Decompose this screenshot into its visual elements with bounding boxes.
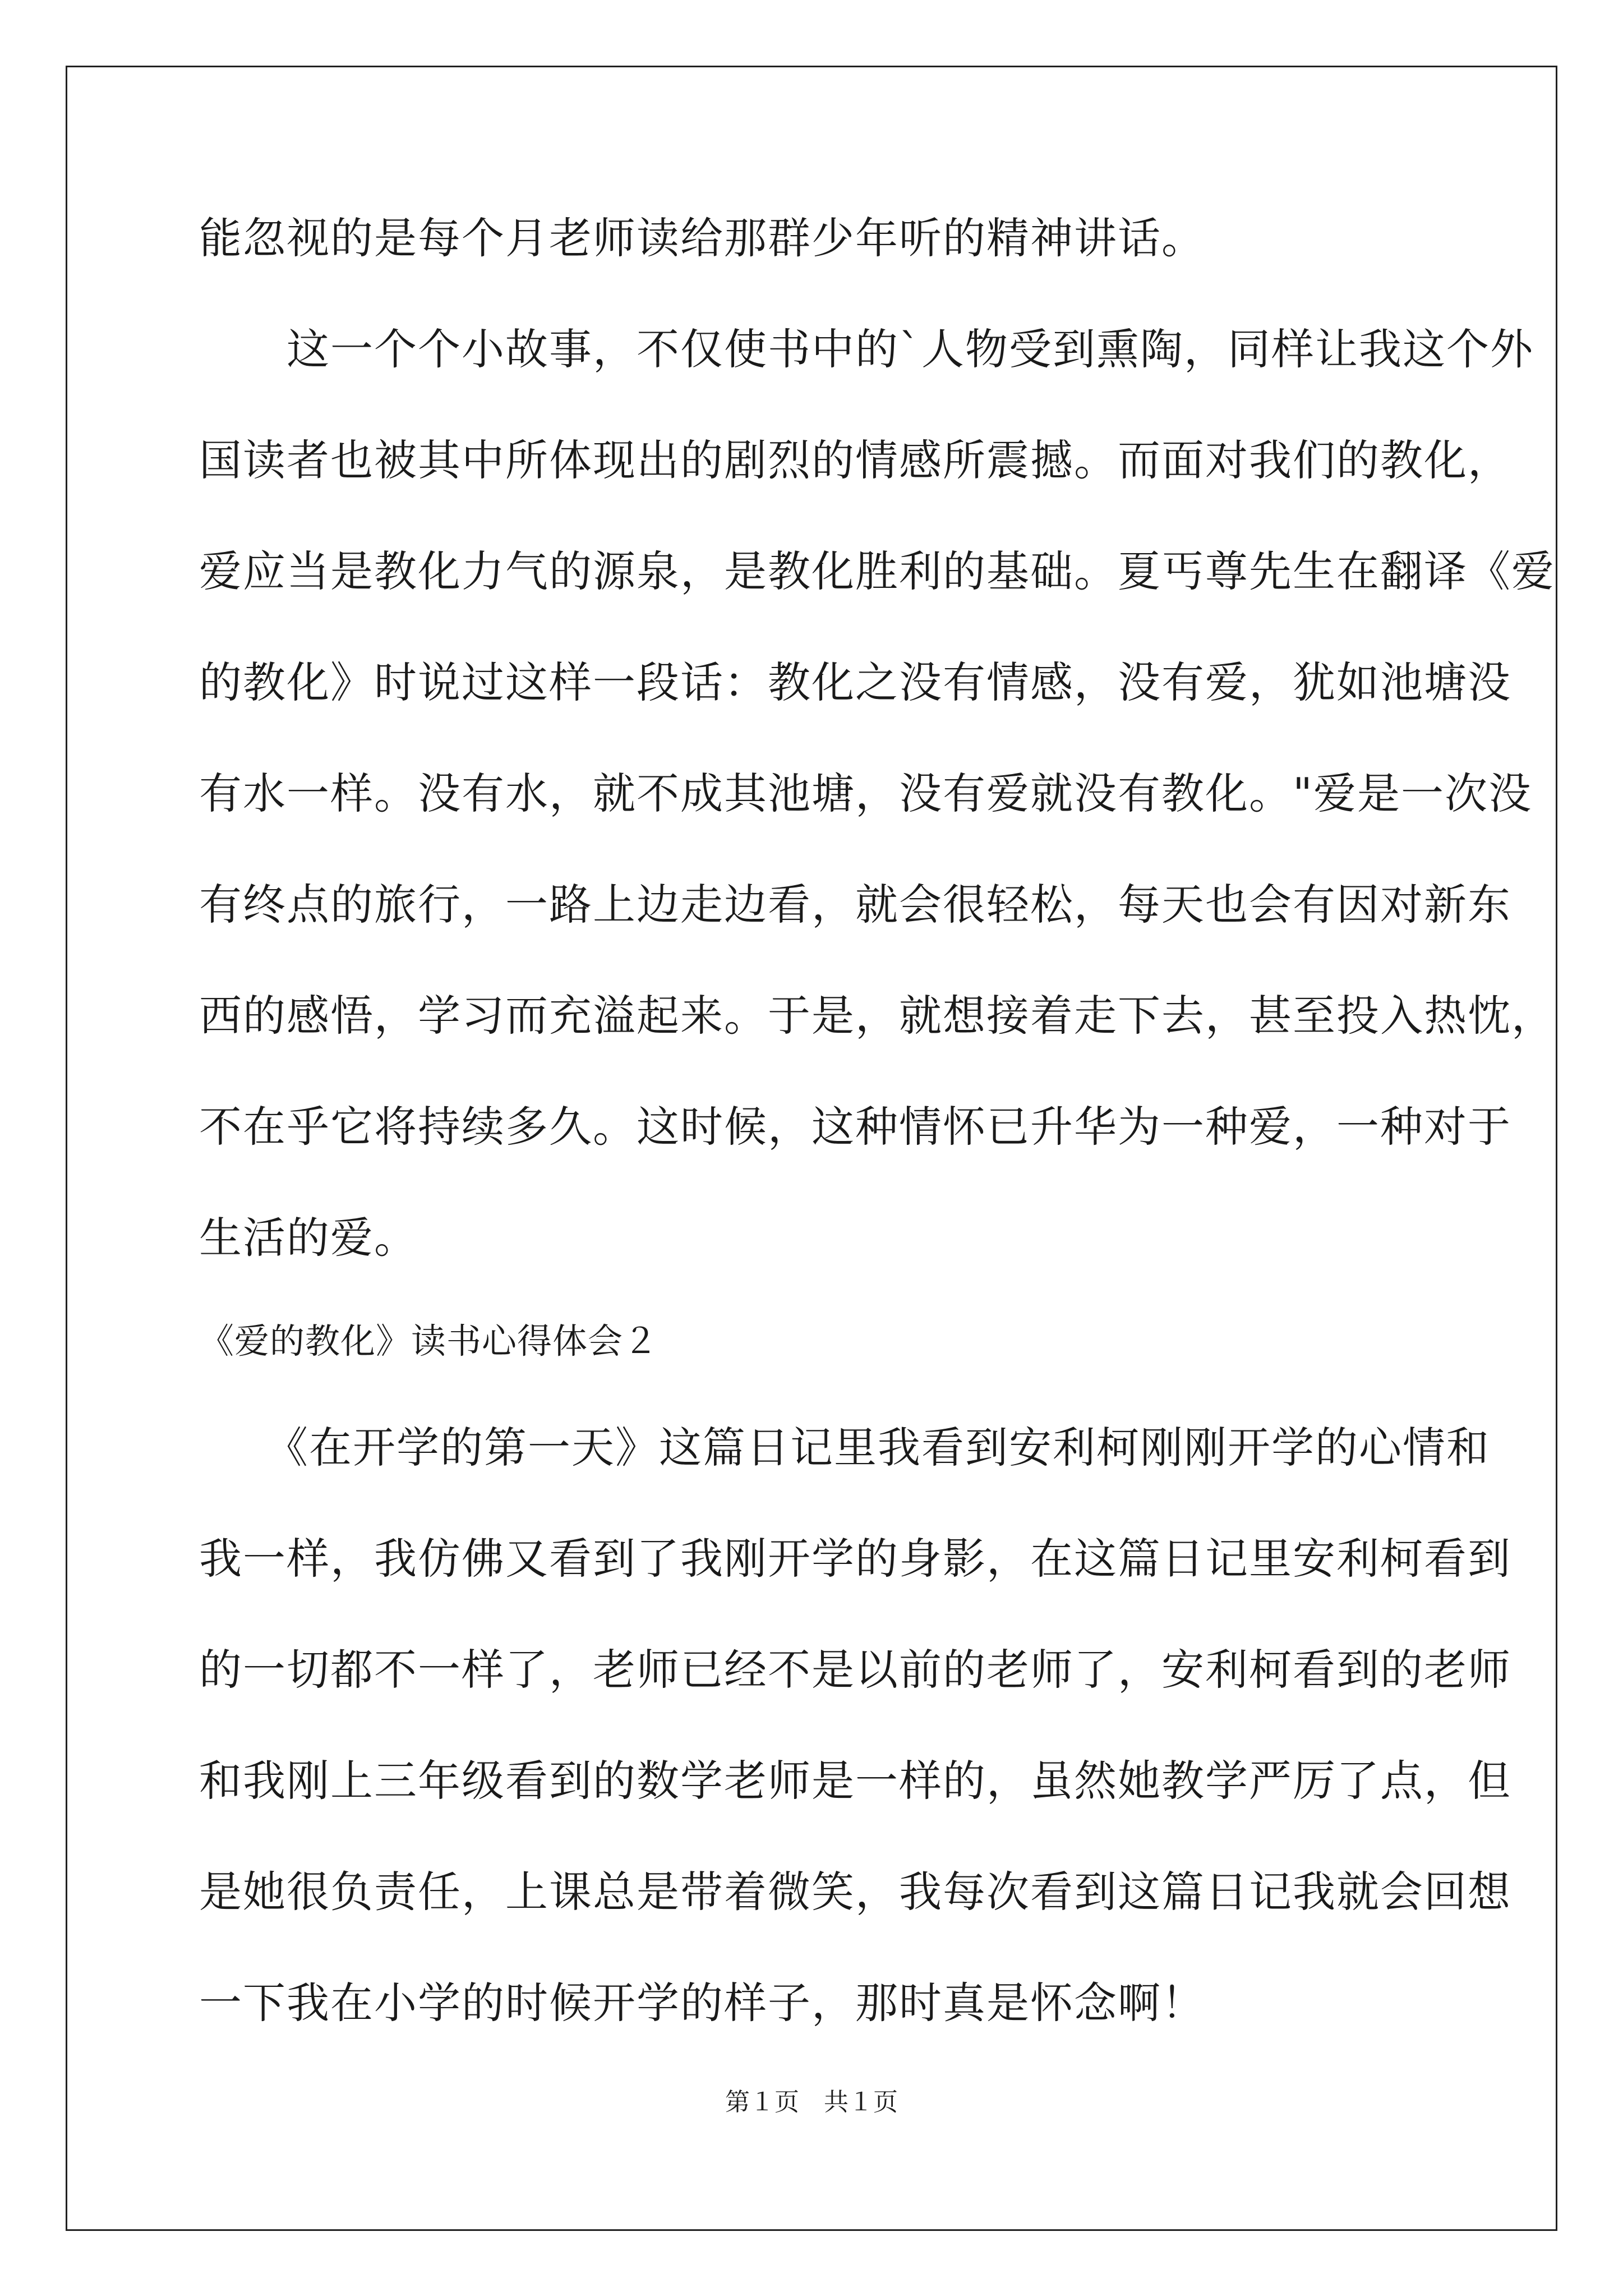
paragraph-line: 我一样，我仿佛又看到了我刚开学的身影，在这篇日记里安利柯看到 [199,1534,1511,1584]
paragraph-line: 爱应当是教化力气的源泉，是教化胜利的基础。夏丐尊先生在翻译《爱 [199,546,1555,596]
section-heading: 《爱的教化》读书心得体会２ [199,1320,659,1361]
paragraph-line: 一下我在小学的时候开学的样子，那时真是怀念啊！ [199,1978,1205,2028]
paragraph-line: 是她很负责任，上课总是带着微笑，我每次看到这篇日记我就会回想 [199,1867,1511,1917]
paragraph-line: 《在开学的第一天》这篇日记里我看到安利柯刚刚开学的心情和 [199,1423,1490,1473]
paragraph-line: 有水一样。没有水，就不成其池塘，没有爱就没有教化。"爱是一次没 [199,769,1532,818]
paragraph-line: 生活的爱。 [199,1213,418,1263]
paragraph-line: 有终点的旅行，一路上边走边看，就会很轻松，每天也会有因对新东 [199,880,1511,930]
paragraph-line: 这一个个小故事，不仅使书中的`人物受到熏陶，同样让我这个外 [199,324,1534,374]
paragraph-line: 国读者也被其中所体现出的剧烈的情感所震撼。而面对我们的教化， [199,435,1511,485]
paragraph-line: 和我刚上三年级看到的数学老师是一样的，虽然她教学严厉了点，但 [199,1756,1511,1806]
paragraph-line: 西的感悟，学习而充溢起来。于是，就想接着走下去，甚至投入热忱， [199,991,1555,1041]
page-number-footer: 第１页 共１页 [725,2088,898,2116]
paragraph-line: 能忽视的是每个月老师读给那群少年听的精神讲话。 [199,213,1205,263]
paragraph-line: 的一切都不一样了，老师已经不是以前的老师了，安利柯看到的老师 [199,1645,1511,1695]
paragraph-line: 的教化》时说过这样一段话：教化之没有情感，没有爱，犹如池塘没 [199,657,1511,707]
paragraph-line: 不在乎它将持续多久。这时候，这种情怀已升华为一种爱，一种对于 [199,1102,1511,1152]
